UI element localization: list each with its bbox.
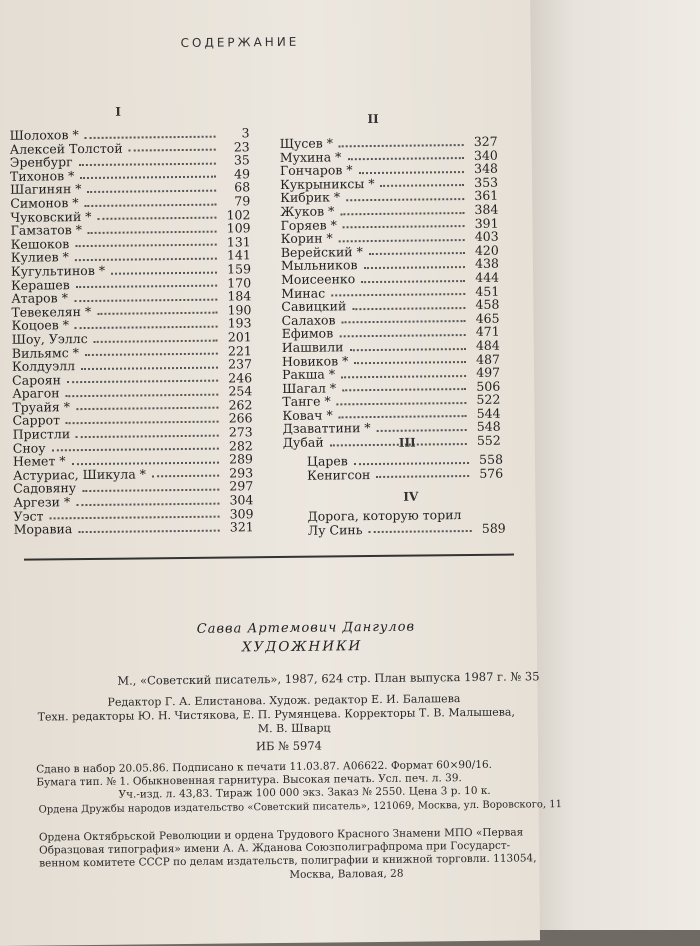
toc-leader-dots bbox=[152, 475, 219, 478]
imprint-line: Москва, Валовая, 28 bbox=[289, 868, 403, 882]
toc-leader-dots bbox=[76, 407, 218, 410]
facing-page bbox=[520, 0, 700, 930]
toc-entry bbox=[307, 466, 503, 482]
toc-column-3 bbox=[307, 453, 503, 482]
toc-entry-page: 497 bbox=[470, 366, 500, 380]
toc-entry-page: 589 bbox=[476, 521, 506, 535]
toc-entry-page: 68 bbox=[220, 181, 250, 195]
toc-entry-name: Садовяну bbox=[13, 482, 76, 496]
section-2-heading: II bbox=[367, 112, 378, 126]
toc-entry-name: Мыльников bbox=[281, 259, 358, 273]
section-4-heading: IV bbox=[403, 490, 418, 504]
toc-leader-dots bbox=[340, 212, 464, 215]
toc-entry-page: 221 bbox=[222, 344, 252, 358]
toc-entry-page: 193 bbox=[221, 317, 251, 331]
toc-leader-dots bbox=[75, 258, 217, 261]
toc-entry-name: Ефимов bbox=[282, 327, 334, 341]
toc-leader-dots bbox=[354, 361, 466, 364]
toc-entry-name: Дубай bbox=[283, 436, 324, 450]
toc-entry-page: 321 bbox=[224, 520, 254, 534]
toc-leader-dots bbox=[376, 475, 469, 478]
toc-leader-dots bbox=[72, 461, 219, 465]
toc-entry-name: Тихонов * bbox=[10, 169, 75, 183]
toc-entry-name: Саррот bbox=[12, 414, 60, 428]
toc-entry-name: Кукрыниксы * bbox=[280, 177, 375, 192]
toc-leader-dots bbox=[111, 271, 217, 274]
toc-entry-name: Моисеенко bbox=[281, 272, 355, 286]
toc-entry-name: Щусев * bbox=[280, 136, 333, 150]
toc-entry-name: Труайя * bbox=[12, 400, 70, 414]
toc-leader-dots bbox=[88, 230, 217, 233]
toc-entry-page: 297 bbox=[223, 480, 253, 494]
toc-entry-page: 451 bbox=[469, 284, 499, 298]
toc-leader-dots bbox=[76, 434, 219, 437]
toc-entry-page: 35 bbox=[220, 153, 250, 167]
imprint-line: Бумага тип. № 1. Обыкновенная гарнитура. Высокая печать. Усл. печ. л. 39. bbox=[36, 772, 462, 789]
toc-entry-name: Вильямс * bbox=[12, 346, 79, 360]
toc-entry-name: Астуриас, Шикула * bbox=[13, 467, 146, 482]
toc-leader-dots bbox=[349, 348, 465, 351]
toc-entry-page: 3 bbox=[219, 126, 249, 140]
toc-leader-dots bbox=[50, 516, 220, 520]
toc-entry-name: Танге * bbox=[282, 395, 330, 409]
toc-entry-name: Моравиа bbox=[14, 522, 73, 536]
toc-entry bbox=[283, 434, 501, 450]
toc-entry-page: 361 bbox=[468, 189, 498, 203]
toc-entry-name: Дорога, которую торил bbox=[308, 508, 462, 523]
divider-rule bbox=[24, 554, 514, 561]
toc-entry-name: Салахов bbox=[281, 313, 335, 327]
toc-entry-page: 458 bbox=[469, 298, 499, 312]
imprint-line: венном комитете СССР по делам издательств, полиграфии и книжной торговли. 113054, bbox=[39, 852, 536, 870]
toc-entry-page: 293 bbox=[223, 466, 253, 480]
section-1-heading: I bbox=[115, 105, 121, 119]
imprint-line: Уч.-изд. л. 43,83. Тираж 100 000 экз. Заказ № 2550. Цена 3 р. 10 к. bbox=[118, 785, 490, 802]
toc-entry-name: Жуков * bbox=[280, 204, 334, 218]
toc-entry-name: Савицкий bbox=[281, 299, 346, 313]
toc-leader-dots bbox=[369, 530, 472, 533]
imprint-line: ИБ № 5974 bbox=[256, 740, 322, 754]
toc-column-2 bbox=[280, 135, 501, 450]
toc-entry-name: Атаров * bbox=[11, 291, 68, 305]
toc-leader-dots bbox=[85, 353, 218, 356]
toc-entry-page: 348 bbox=[468, 162, 498, 176]
toc-entry-name: Кулиев * bbox=[11, 251, 69, 265]
toc-entry-name: Чуковский * bbox=[10, 210, 91, 224]
toc-leader-dots bbox=[74, 298, 217, 302]
toc-entry-name: Керашев bbox=[11, 278, 70, 292]
toc-entry-name: Коцоев * bbox=[11, 319, 69, 333]
toc-entry-name: Аргези * bbox=[13, 495, 70, 509]
toc-entry-page: 131 bbox=[221, 235, 251, 249]
toc-leader-dots bbox=[337, 402, 467, 405]
toc-leader-dots bbox=[98, 217, 217, 220]
toc-entry-page: 465 bbox=[469, 311, 499, 325]
toc-leader-dots bbox=[76, 285, 217, 288]
toc-entry-page: 304 bbox=[223, 493, 253, 507]
toc-leader-dots bbox=[342, 388, 466, 391]
toc-entry-page: 340 bbox=[468, 148, 498, 162]
toc-leader-dots bbox=[369, 252, 465, 255]
toc-entry-page: 544 bbox=[470, 407, 500, 421]
toc-leader-dots bbox=[354, 462, 469, 465]
toc-entry-name: Шоу, Уэллс bbox=[12, 332, 88, 346]
toc-leader-dots bbox=[66, 421, 219, 425]
toc-entry-name: Уэст bbox=[13, 509, 43, 523]
toc-entry-name: Симонов * bbox=[10, 196, 78, 210]
toc-entry-name: Гончаров * bbox=[280, 163, 353, 177]
toc-entry-page: 159 bbox=[221, 262, 251, 276]
toc-entry-page: 109 bbox=[220, 221, 250, 235]
toc-leader-dots bbox=[85, 203, 217, 206]
toc-entry-page: 23 bbox=[220, 140, 250, 154]
toc-entry bbox=[308, 521, 506, 537]
toc-leader-dots bbox=[129, 149, 216, 152]
toc-leader-dots bbox=[82, 489, 219, 492]
toc-entry-page: 201 bbox=[222, 330, 252, 344]
toc-leader-dots bbox=[78, 529, 219, 532]
toc-entry-name: Тевекелян * bbox=[11, 305, 91, 319]
toc-leader-dots bbox=[346, 198, 464, 201]
toc-entry-name: Сноу bbox=[13, 441, 46, 455]
toc-entry-name: Верейский * bbox=[281, 245, 363, 259]
toc-entry-page: 190 bbox=[221, 303, 251, 317]
toc-entry-page: 552 bbox=[471, 434, 501, 448]
toc-entry-name: Арагон bbox=[12, 387, 59, 401]
toc-entry-page: 102 bbox=[220, 208, 250, 222]
toc-entry-page: 282 bbox=[223, 439, 253, 453]
toc-entry-page: 141 bbox=[221, 249, 251, 263]
toc-entry bbox=[14, 520, 254, 536]
toc-leader-dots bbox=[81, 366, 218, 369]
toc-entry-page: 391 bbox=[468, 216, 498, 230]
toc-entry-name: Горяев * bbox=[280, 218, 336, 232]
toc-entry-page: 438 bbox=[469, 257, 499, 271]
toc-leader-dots bbox=[76, 502, 219, 505]
toc-entry-page: 237 bbox=[222, 357, 252, 371]
toc-entry-name: Кешоков bbox=[11, 237, 70, 251]
toc-leader-dots bbox=[342, 320, 466, 323]
toc-entry-name: Минас bbox=[281, 286, 325, 300]
toc-entry-page: 170 bbox=[221, 276, 251, 290]
toc-leader-dots bbox=[359, 171, 464, 174]
toc-entry-name: Кибрик * bbox=[280, 191, 340, 205]
toc-leader-dots bbox=[75, 244, 216, 247]
toc-entry-page: 289 bbox=[223, 453, 253, 467]
toc-entry-page: 506 bbox=[470, 379, 500, 393]
toc-entry-page: 471 bbox=[470, 325, 500, 339]
toc-leader-dots bbox=[66, 394, 219, 398]
toc-entry-name: Гамзатов * bbox=[10, 223, 82, 237]
toc-entry-page: 327 bbox=[468, 135, 498, 149]
toc-entry-page: 548 bbox=[471, 420, 501, 434]
toc-entry-name: Колдуэлл bbox=[12, 359, 75, 373]
imprint-line: Ордена Октябрьской Революции и ордена Трудового Красного Знамени МПО «Первая bbox=[39, 826, 523, 844]
toc-leader-dots bbox=[347, 157, 463, 160]
toc-entry-name: Сароян bbox=[12, 373, 61, 387]
toc-entry-page: 49 bbox=[220, 167, 250, 181]
toc-entry-name: Новиков * bbox=[282, 354, 349, 368]
toc-leader-dots bbox=[94, 339, 218, 342]
toc-leader-dots bbox=[339, 239, 465, 242]
toc-entry-name: Немет * bbox=[13, 454, 66, 468]
toc-entry-page: 273 bbox=[223, 425, 253, 439]
imprint-title: ХУДОЖНИКИ bbox=[242, 638, 363, 655]
toc-leader-dots bbox=[364, 266, 465, 269]
toc-entry-name: Дзаваттини * bbox=[283, 422, 371, 437]
toc-entry-page: 576 bbox=[473, 466, 503, 480]
imprint-line: Техн. редакторы Ю. Н. Чистякова, Е. П. Румянцева. Корректоры Т. В. Малышева, bbox=[38, 706, 515, 724]
toc-column-4 bbox=[308, 508, 506, 537]
toc-entry-name: Ковач * bbox=[282, 408, 332, 422]
toc-entry-page: 184 bbox=[221, 289, 251, 303]
toc-leader-dots bbox=[352, 307, 465, 310]
imprint-line: Редактор Г. А. Елистанова. Худож. редактор Е. И. Балашева bbox=[107, 692, 460, 709]
toc-entry-name: Царев bbox=[307, 454, 348, 468]
toc-leader-dots bbox=[381, 184, 465, 187]
toc-entry-page: 353 bbox=[468, 175, 498, 189]
toc-leader-dots bbox=[339, 334, 465, 337]
toc-entry-name: Кенигсон bbox=[307, 468, 370, 482]
toc-leader-dots bbox=[52, 448, 219, 452]
toc-leader-dots bbox=[361, 280, 465, 283]
imprint-line: Образцовая типография» имени А. А. Жданова Союзполиграфпрома при Государст- bbox=[39, 840, 510, 858]
imprint-line: Ордена Дружбы народов издательство «Советский писатель», 121069, Москва, ул. Воровского, 11 bbox=[39, 798, 563, 816]
toc-leader-dots bbox=[67, 380, 218, 384]
toc-entry-name: Алексей Толстой bbox=[10, 141, 123, 156]
section-3-heading: III bbox=[399, 436, 416, 450]
toc-entry-name: Мухина * bbox=[280, 150, 342, 164]
toc-entry-page: 487 bbox=[470, 352, 500, 366]
toc-entry-name: Шолохов * bbox=[9, 128, 78, 142]
toc-leader-dots bbox=[80, 176, 216, 179]
toc-leader-dots bbox=[85, 135, 216, 138]
toc-entry-page: 444 bbox=[469, 271, 499, 285]
toc-leader-dots bbox=[343, 225, 465, 228]
toc-entry-name: Шагинян * bbox=[10, 182, 82, 196]
toc-entry-page: 266 bbox=[222, 412, 252, 426]
toc-leader-dots bbox=[88, 190, 217, 193]
toc-entry-name: Эренбург bbox=[10, 155, 73, 169]
toc-entry-name: Лу Синь bbox=[308, 523, 363, 537]
toc-leader-dots bbox=[339, 416, 467, 419]
imprint-line: Сдано в набор 20.05.86. Подписано к печати 11.03.87. А06622. Формат 60×90/16. bbox=[36, 759, 492, 777]
toc-entry-page: 522 bbox=[470, 393, 500, 407]
imprint-line: М. В. Шварц bbox=[258, 721, 331, 735]
imprint-line: М., «Советский писатель», 1987, 624 стр. План выпуска 1987 г. № 35 bbox=[117, 670, 539, 687]
toc-entry-page: 420 bbox=[469, 243, 499, 257]
toc-entry-page: 254 bbox=[222, 385, 252, 399]
toc-entry-page: 558 bbox=[473, 453, 503, 467]
contents-title: СОДЕРЖАНИЕ bbox=[181, 35, 300, 50]
toc-column-1 bbox=[9, 126, 253, 536]
toc-leader-dots bbox=[79, 162, 216, 165]
toc-entry-name: Иашвили bbox=[282, 340, 344, 354]
imprint-author: Савва Артемович Дангулов bbox=[197, 620, 415, 637]
toc-entry-page: 246 bbox=[222, 371, 252, 385]
toc-leader-dots bbox=[341, 375, 466, 378]
toc-leader-dots bbox=[339, 144, 464, 147]
toc-entry-page: 79 bbox=[220, 194, 250, 208]
toc-entry-page: 309 bbox=[223, 507, 253, 521]
toc-entry-name: Пристли bbox=[13, 427, 71, 441]
toc-leader-dots bbox=[331, 293, 465, 296]
toc-entry-page: 484 bbox=[470, 339, 500, 353]
toc-entry-name: Шагал * bbox=[282, 381, 336, 395]
toc-leader-dots bbox=[75, 326, 218, 329]
toc-leader-dots bbox=[377, 429, 467, 432]
toc-entry-page: 262 bbox=[222, 398, 252, 412]
toc-entry-page: 403 bbox=[469, 230, 499, 244]
toc-entry-name: Корин * bbox=[281, 232, 333, 246]
toc-leader-dots bbox=[97, 312, 217, 315]
toc-entry-page: 384 bbox=[468, 203, 498, 217]
toc-entry-name: Ракша * bbox=[282, 368, 335, 382]
toc-entry-name: Кугультинов * bbox=[11, 264, 105, 279]
